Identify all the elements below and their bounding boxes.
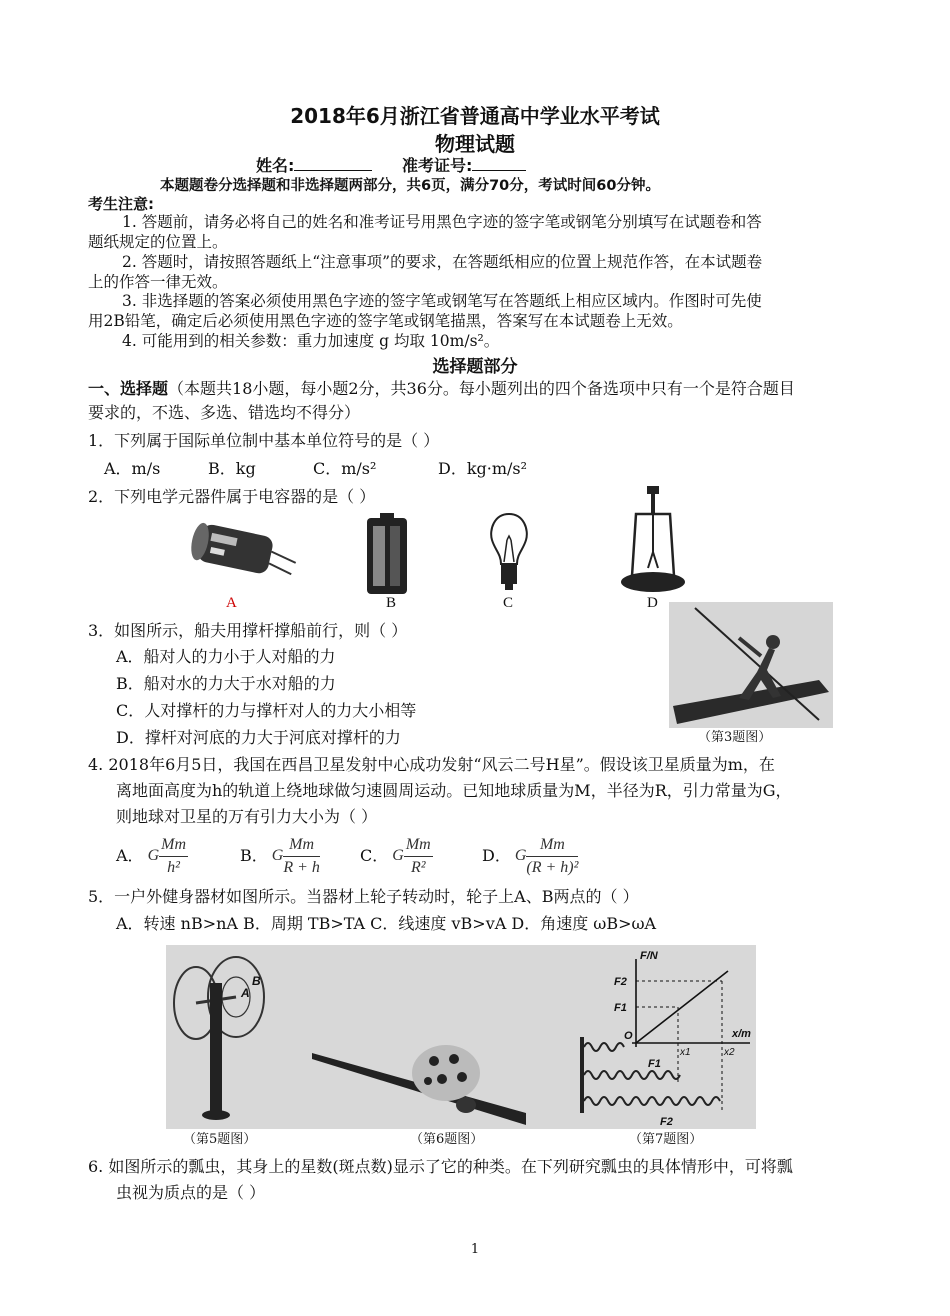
name-label: 姓名: [256,156,295,175]
fig7-origin: O [624,1030,633,1042]
q4-option-d-label: D． [482,846,511,865]
note-2b: 上的作答一律无效。 [88,273,228,291]
fig5-point-a: A [241,986,250,1000]
section-title: 选择题部分 [432,357,518,377]
q4-line-1: 4. 2018年6月5日，我国在西昌卫星发射中心成功发射“风云二号H星”。假设该卫星质量为m，在 [88,755,775,774]
note-4: 4. 可能用到的相关参数：重力加速度 g 均取 10m/s²。 [122,332,500,350]
q6-line-2: 虫视为质点的是（ ） [116,1183,266,1202]
q4-option-c-label: C． [360,846,389,865]
q1-option-c: C．m/s² [313,459,377,478]
q2-label-c: C [503,595,514,611]
id-label: 准考证号: [402,156,473,175]
q5-stem: 5．一户外健身器材如图所示。当器材上轮子转动时，轮子上A、B两点的（ ） [88,887,639,906]
q4-a-denominator: h² [167,858,180,876]
q3-option-c: C．人对撑杆的力与撑杆对人的力大小相等 [116,701,417,720]
q2-label-d: D [647,595,658,611]
fig7-x1-tick: x1 [680,1047,691,1058]
q4-option-a [116,834,188,878]
note-3a: 3. 非选择题的答案必须使用黑色字迹的签字笔或钢笔写在答题纸上相应区域内。作图时可先使 [122,292,762,310]
capacitor-image [188,520,300,592]
q4-b-numerator: Mm [283,834,320,857]
fig7-axis-y: F/N [640,950,658,962]
q2-stem: 2．下列电学元器件属于电容器的是（ ） [88,487,376,506]
exam-subtitle: 物理试题 [435,132,515,156]
q4-option-c-coef: G [392,847,404,864]
q4-option-c [360,834,433,878]
q4-c-numerator: Mm [404,834,433,857]
note-1a: 1. 答题前，请务必将自己的姓名和准考证号用黑色字迹的签字笔或钢笔分别填写在试题卷和答 [122,213,762,231]
q5-options: A．转速 nB>nA B．周期 TB>TA C．线速度 vB>vA D．角速度 ωB>ωA [116,914,657,933]
q3-stem: 3．如图所示，船夫用撑杆撑船前行，则（ ） [88,621,408,640]
id-field [402,153,526,176]
q4-d-numerator: Mm [526,834,578,857]
q6-line-1: 6. 如图所示的瓢虫，其身上的星数(斑点数)显示了它的种类。在下列研究瓢虫的具体情形中，可将瓢 [88,1157,793,1176]
note-1b: 题纸规定的位置上。 [88,233,228,251]
page-number: 1 [470,1242,480,1257]
fig7-force-f1: F1 [648,1058,661,1070]
q2-label-b: B [386,595,397,611]
exam-title: 2018年6月浙江省普通高中学业水平考试 [290,104,660,128]
fig5-point-b: B [252,974,261,988]
q4-option-a-label: A． [116,846,144,865]
q1-option-b: B．kg [208,459,256,478]
q4-option-c-fraction [404,834,433,879]
q1-stem: 1．下列属于国际单位制中基本单位符号的是（ ） [88,431,440,450]
q2-label-a: A [226,595,237,611]
figures-5-6-7 [166,945,756,1129]
q4-option-b [240,834,320,878]
fig3-caption: （第3题图） [698,730,772,745]
q4-b-denominator: R + h [283,858,320,876]
q4-option-d-coef: G [514,847,527,864]
notes-heading: 考生注意: [88,195,154,213]
q3-option-a: A．船对人的力小于人对船的力 [116,647,336,666]
q4-line-2: 离地面高度为h的轨道上绕地球做匀速圆周运动。已知地球质量为M，半径为R，引力常量为G， [116,781,792,800]
q4-option-b-label: B． [240,846,268,865]
q3-option-d: D．撑杆对河底的力大于河底对撑杆的力 [116,728,401,747]
fig7-f1-tick: F1 [614,1002,627,1014]
q4-c-denominator: R² [410,858,426,876]
q3-option-b: B．船对水的力大于水对船的力 [116,674,336,693]
note-3b: 用2B铅笔，确定后必须使用黑色字迹的签字笔或钢笔描黑，答案写在本试题卷上无效。 [88,312,683,330]
q4-option-d-fraction [526,834,578,879]
fig5-caption: （第5题图） [183,1132,257,1147]
light-bulb-image [486,510,532,594]
q4-option-b-coef: G [271,847,284,864]
fig7-force-f2: F2 [660,1116,673,1128]
fig6-caption: （第6题图） [410,1132,484,1147]
fig7-x2-tick: x2 [724,1047,735,1058]
part-desc-b: 要求的，不选、多选、错选均不得分） [88,403,361,422]
q4-d-denominator: (R + h)² [526,858,579,876]
q4-option-a-coef: G [147,847,160,864]
fig7-f2-tick: F2 [614,976,627,988]
electroscope-image [618,484,688,596]
name-field [256,153,372,176]
fig7-axis-x: x/m [732,1028,751,1040]
q4-a-numerator: Mm [159,834,188,857]
boatman-figure [669,602,833,728]
note-2a: 2. 答题时，请按照答题纸上“注意事项”的要求，在答题纸相应的位置上规范作答，在本试题卷 [122,253,763,271]
part-description [88,378,795,400]
fig7-caption: （第7题图） [629,1132,703,1147]
q1-option-a: A．m/s [104,459,161,478]
part-desc-a: （本题共18小题，每小题2分，共36分。每小题列出的四个备选项中只有一个是符合题目 [168,379,795,398]
exam-intro: 本题题卷分选择题和非选择题两部分，共6页，满分70分，考试时间60分钟。 [160,178,660,194]
q4-option-a-fraction [159,834,188,879]
part-label: 一、选择题 [88,379,169,398]
battery-image [364,512,410,596]
q4-option-b-fraction [283,834,320,879]
q1-option-d: D．kg·m/s² [438,459,528,478]
q4-line-3: 则地球对卫星的万有引力大小为（ ） [116,807,378,826]
q4-option-d [482,834,578,878]
